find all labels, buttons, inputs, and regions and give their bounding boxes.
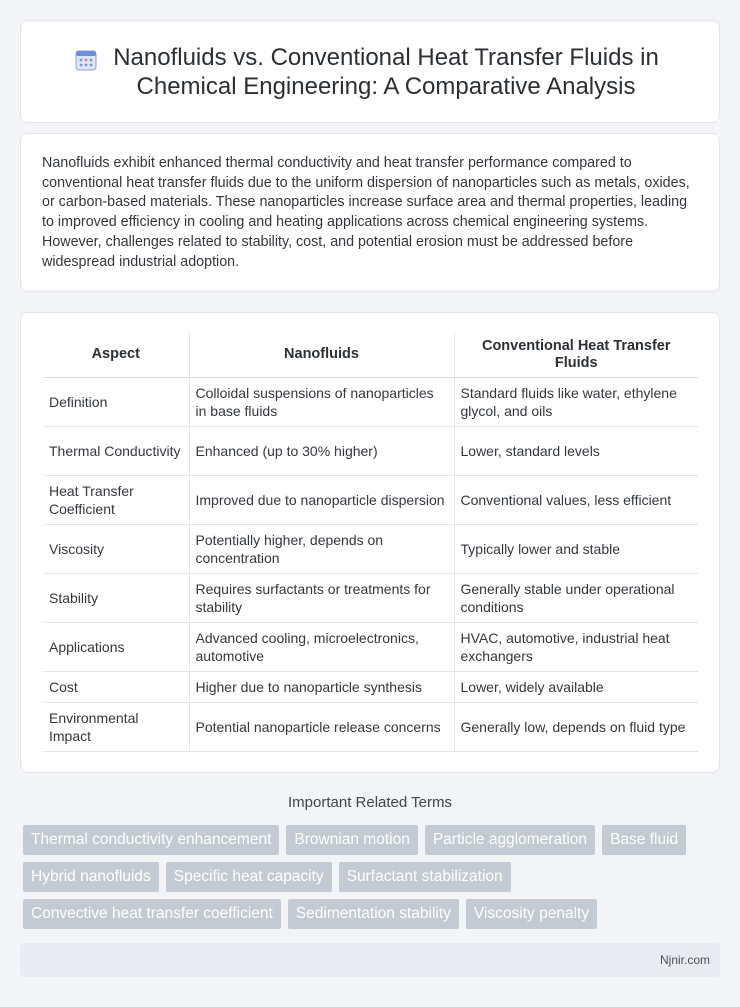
table-cell: Typically lower and stable [454,524,698,573]
intro-card [20,133,720,292]
table-cell: Definition [43,377,189,426]
table-cell: Generally low, depends on fluid type [454,702,698,751]
term-tag[interactable]: Base fluid [602,825,686,855]
table-cell: Standard fluids like water, ethylene glycol, and oils [454,377,698,426]
term-tag[interactable]: Particle agglomeration [425,825,595,855]
table-row [43,524,698,573]
table-row [43,426,698,475]
related-terms-list [23,825,723,929]
table-cell: Colloidal suspensions of nanoparticles in base fluids [189,377,454,426]
table-cell: Cost [43,671,189,702]
term-tag[interactable]: Hybrid nanofluids [23,862,159,892]
calendar-icon [74,48,98,72]
table-cell: Improved due to nanoparticle dispersion [189,475,454,524]
table-row [43,475,698,524]
header-card [20,20,720,123]
table-cell: Higher due to nanoparticle synthesis [189,671,454,702]
intro-paragraph: Nanofluids exhibit enhanced thermal conductivity and heat transfer performance compared to conventional heat transfer fluids due to the uniform dispersion of nanoparticles such as metals, oxides, or carbon-based materials. These nanoparticles increase surface area and thermal properties, leading to improved efficiency in cooling and heating applications across chemical engineering systems. However, challenges related to stability, cost, and potential erosion must be addressed before widespread industrial adoption. [42,155,690,270]
table-header-row [43,333,698,377]
table-cell: Advanced cooling, microelectronics, automotive [189,622,454,671]
term-tag[interactable]: Convective heat transfer coefficient [23,899,281,929]
table-cell: Lower, standard levels [454,426,698,475]
term-tag[interactable]: Brownian motion [286,825,417,855]
table-cell: Potentially higher, depends on concentration [189,524,454,573]
page-title: Nanofluids vs. Conventional Heat Transfer Fluids in Chemical Engineering: A Comparative Analysis [113,44,659,100]
table-cell: Requires surfactants or treatments for stability [189,573,454,622]
table-cell: HVAC, automotive, industrial heat exchangers [454,622,698,671]
column-header-aspect: Aspect [43,333,189,377]
table-cell: Generally stable under operational conditions [454,573,698,622]
table-row [43,702,698,751]
comparison-table [43,333,698,752]
column-header-nanofluids: Nanofluids [189,333,454,377]
term-tag[interactable]: Sedimentation stability [288,899,459,929]
comparison-card [20,312,720,773]
table-row [43,622,698,671]
table-row [43,573,698,622]
table-row [43,671,698,702]
table-row [43,377,698,426]
footer [20,943,720,977]
term-tag[interactable]: Specific heat capacity [166,862,332,892]
table-cell: Heat Transfer Coefficient [43,475,189,524]
table-cell: Stability [43,573,189,622]
table-cell: Viscosity [43,524,189,573]
footer-site-link[interactable]: Njnir.com [659,953,710,967]
table-cell: Environmental Impact [43,702,189,751]
table-cell: Enhanced (up to 30% higher) [189,426,454,475]
table-cell: Potential nanoparticle release concerns [189,702,454,751]
column-header-conventional: Conventional Heat Transfer Fluids [454,333,698,377]
term-tag[interactable]: Thermal conductivity enhancement [23,825,279,855]
table-cell: Applications [43,622,189,671]
term-tag[interactable]: Viscosity penalty [466,899,597,929]
table-cell: Thermal Conductivity [43,426,189,475]
term-tag[interactable]: Surfactant stabilization [339,862,511,892]
table-cell: Conventional values, less efficient [454,475,698,524]
table-cell: Lower, widely available [454,671,698,702]
related-terms-title: Important Related Terms [288,794,452,811]
